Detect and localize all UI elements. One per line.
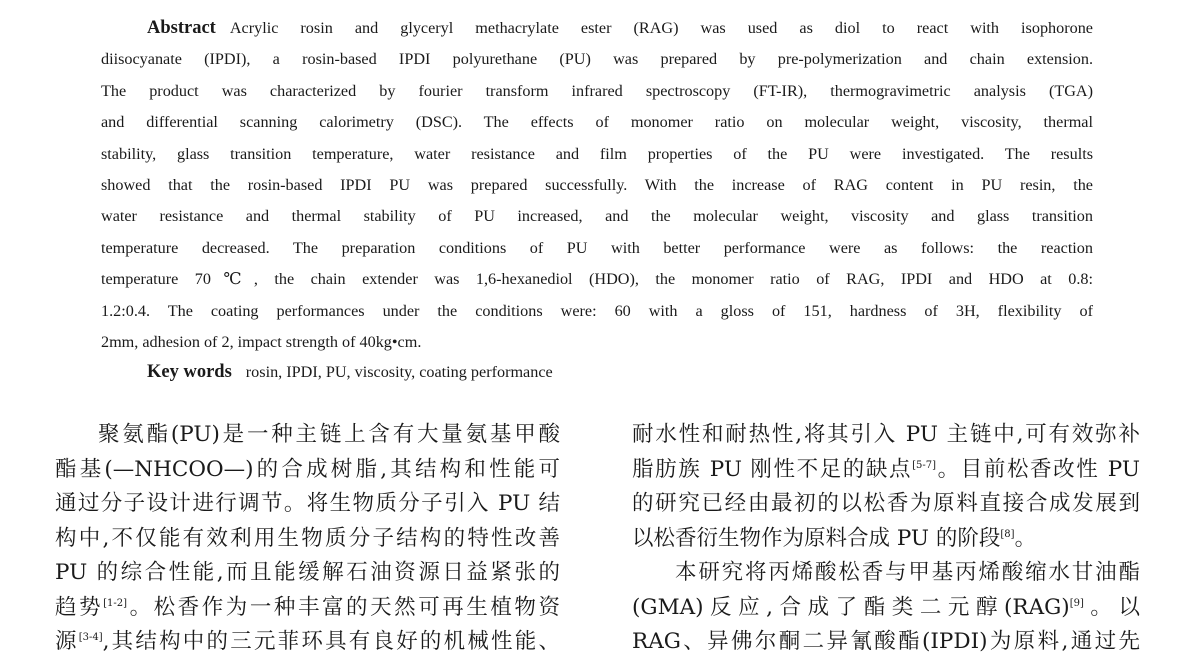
abstract-line-4: and differential scanning calorimetry (DSC). The effects of monomer ratio on molecular weight, viscosity, thermal <box>101 113 1093 132</box>
abstract-line-3: The product was characterized by fourier transform infrared spectroscopy (FT-IR), thermogravimetric analysis (TGA) <box>101 81 1093 100</box>
abstract-line-6: showed that the rosin-based IPDI PU was prepared successfully. With the increase of RAG content in PU resin, the <box>101 176 1093 195</box>
abstract-section <box>101 13 1093 358</box>
left-line-3: 通过分子设计进行调节。将生物质分子引入 PU 结 <box>55 491 560 516</box>
right-line-4-text-a: 以松香衍生物作为原料合成 PU 的阶段 <box>632 525 1001 551</box>
left-line-6 <box>55 591 560 626</box>
left-line-5: PU 的综合性能,而且能缓解石油资源日益紧张的 <box>55 560 560 585</box>
right-line-6 <box>632 591 1140 626</box>
right-line-4 <box>632 522 1140 557</box>
right-line-2-text-b: 。目前松香改性 PU <box>936 456 1140 482</box>
right-line-2-text-a: 脂肪族 PU 刚性不足的缺点 <box>632 456 913 482</box>
right-line-6-text-b: 。以 <box>1083 594 1140 620</box>
keywords-label: Key words <box>147 362 232 382</box>
citation-8: [8] <box>1000 528 1015 540</box>
right-column <box>632 418 1140 660</box>
abstract-line-10: 1.2:0.4. The coating performances under the conditions were: 60 with a gloss of 151, hardness of 3H, flexibility of <box>101 301 1093 320</box>
left-line-6-text-a: 趋势 <box>55 594 104 620</box>
right-line-3: 的研究已经由最初的以松香为原料直接合成发展到 <box>632 491 1140 516</box>
abstract-line-2: diisocyanate (IPDI), a rosin-based IPDI polyurethane (PU) was prepared by pre-polymerization and chain extension. <box>101 50 1093 69</box>
right-line-6-text-a: (GMA)反应,合成了酯类二元醇(RAG) <box>632 594 1070 620</box>
left-line-7-text-b: ,其结构中的三元菲环具有良好的机械性能、 <box>102 629 560 654</box>
abstract-line-8: temperature decreased. The preparation conditions of PU with better performance were as follows: the reaction <box>101 238 1093 257</box>
left-line-4: 构中,不仅能有效利用生物质分子结构的特性改善 <box>55 525 560 551</box>
left-line-6-text-b: 。松香作为一种丰富的天然可再生植物资 <box>127 594 560 620</box>
abstract-line-11: 2mm, adhesion of 2, impact strength of 40kg•cm. <box>101 333 422 352</box>
abstract-label: Abstract <box>147 18 216 38</box>
right-line-2 <box>632 453 1140 488</box>
citation-3-4: [3-4] <box>78 632 103 643</box>
abstract-line-1 <box>101 13 1093 44</box>
right-line-4-text-b: 。 <box>1014 525 1037 551</box>
abstract-line-7: water resistance and thermal stability of PU increased, and the molecular weight, viscosity and glass transition <box>101 207 1093 226</box>
left-line-2: 酯基(—NHCOO—)的合成树脂,其结构和性能可 <box>55 456 560 482</box>
abstract-text-1: Acrylic rosin and glyceryl methacrylate ester (RAG) was used as diol to react with isophorone <box>229 19 1093 37</box>
right-line-7: RAG、异佛尔酮二异氰酸酯(IPDI)为原料,通过先 <box>632 629 1140 654</box>
keywords-text: rosin, IPDI, PU, viscosity, coating performance <box>245 363 553 381</box>
right-line-5: 本研究将丙烯酸松香与甲基丙烯酸缩水甘油酯 <box>675 560 1140 585</box>
keywords-section <box>147 362 553 383</box>
abstract-line-9: temperature 70℃, the chain extender was 1,6-hexanediol (HDO), the monomer ratio of RAG, IPDI and HDO at 0.8: <box>101 270 1093 289</box>
right-line-1: 耐水性和耐热性,将其引入 PU 主链中,可有效弥补 <box>632 422 1140 447</box>
left-line-7 <box>55 625 560 660</box>
left-line-7-text-a: 源 <box>55 629 79 654</box>
citation-9: [9] <box>1069 597 1084 609</box>
citation-1-2: [1-2] <box>103 597 128 609</box>
left-column <box>55 418 560 660</box>
left-line-1: 聚氨酯(PU)是一种主链上含有大量氨基甲酸 <box>98 422 560 447</box>
abstract-line-5: stability, glass transition temperature, water resistance and film properties of the PU were investigated. The results <box>101 144 1093 163</box>
citation-5-7: [5-7] <box>912 459 937 471</box>
